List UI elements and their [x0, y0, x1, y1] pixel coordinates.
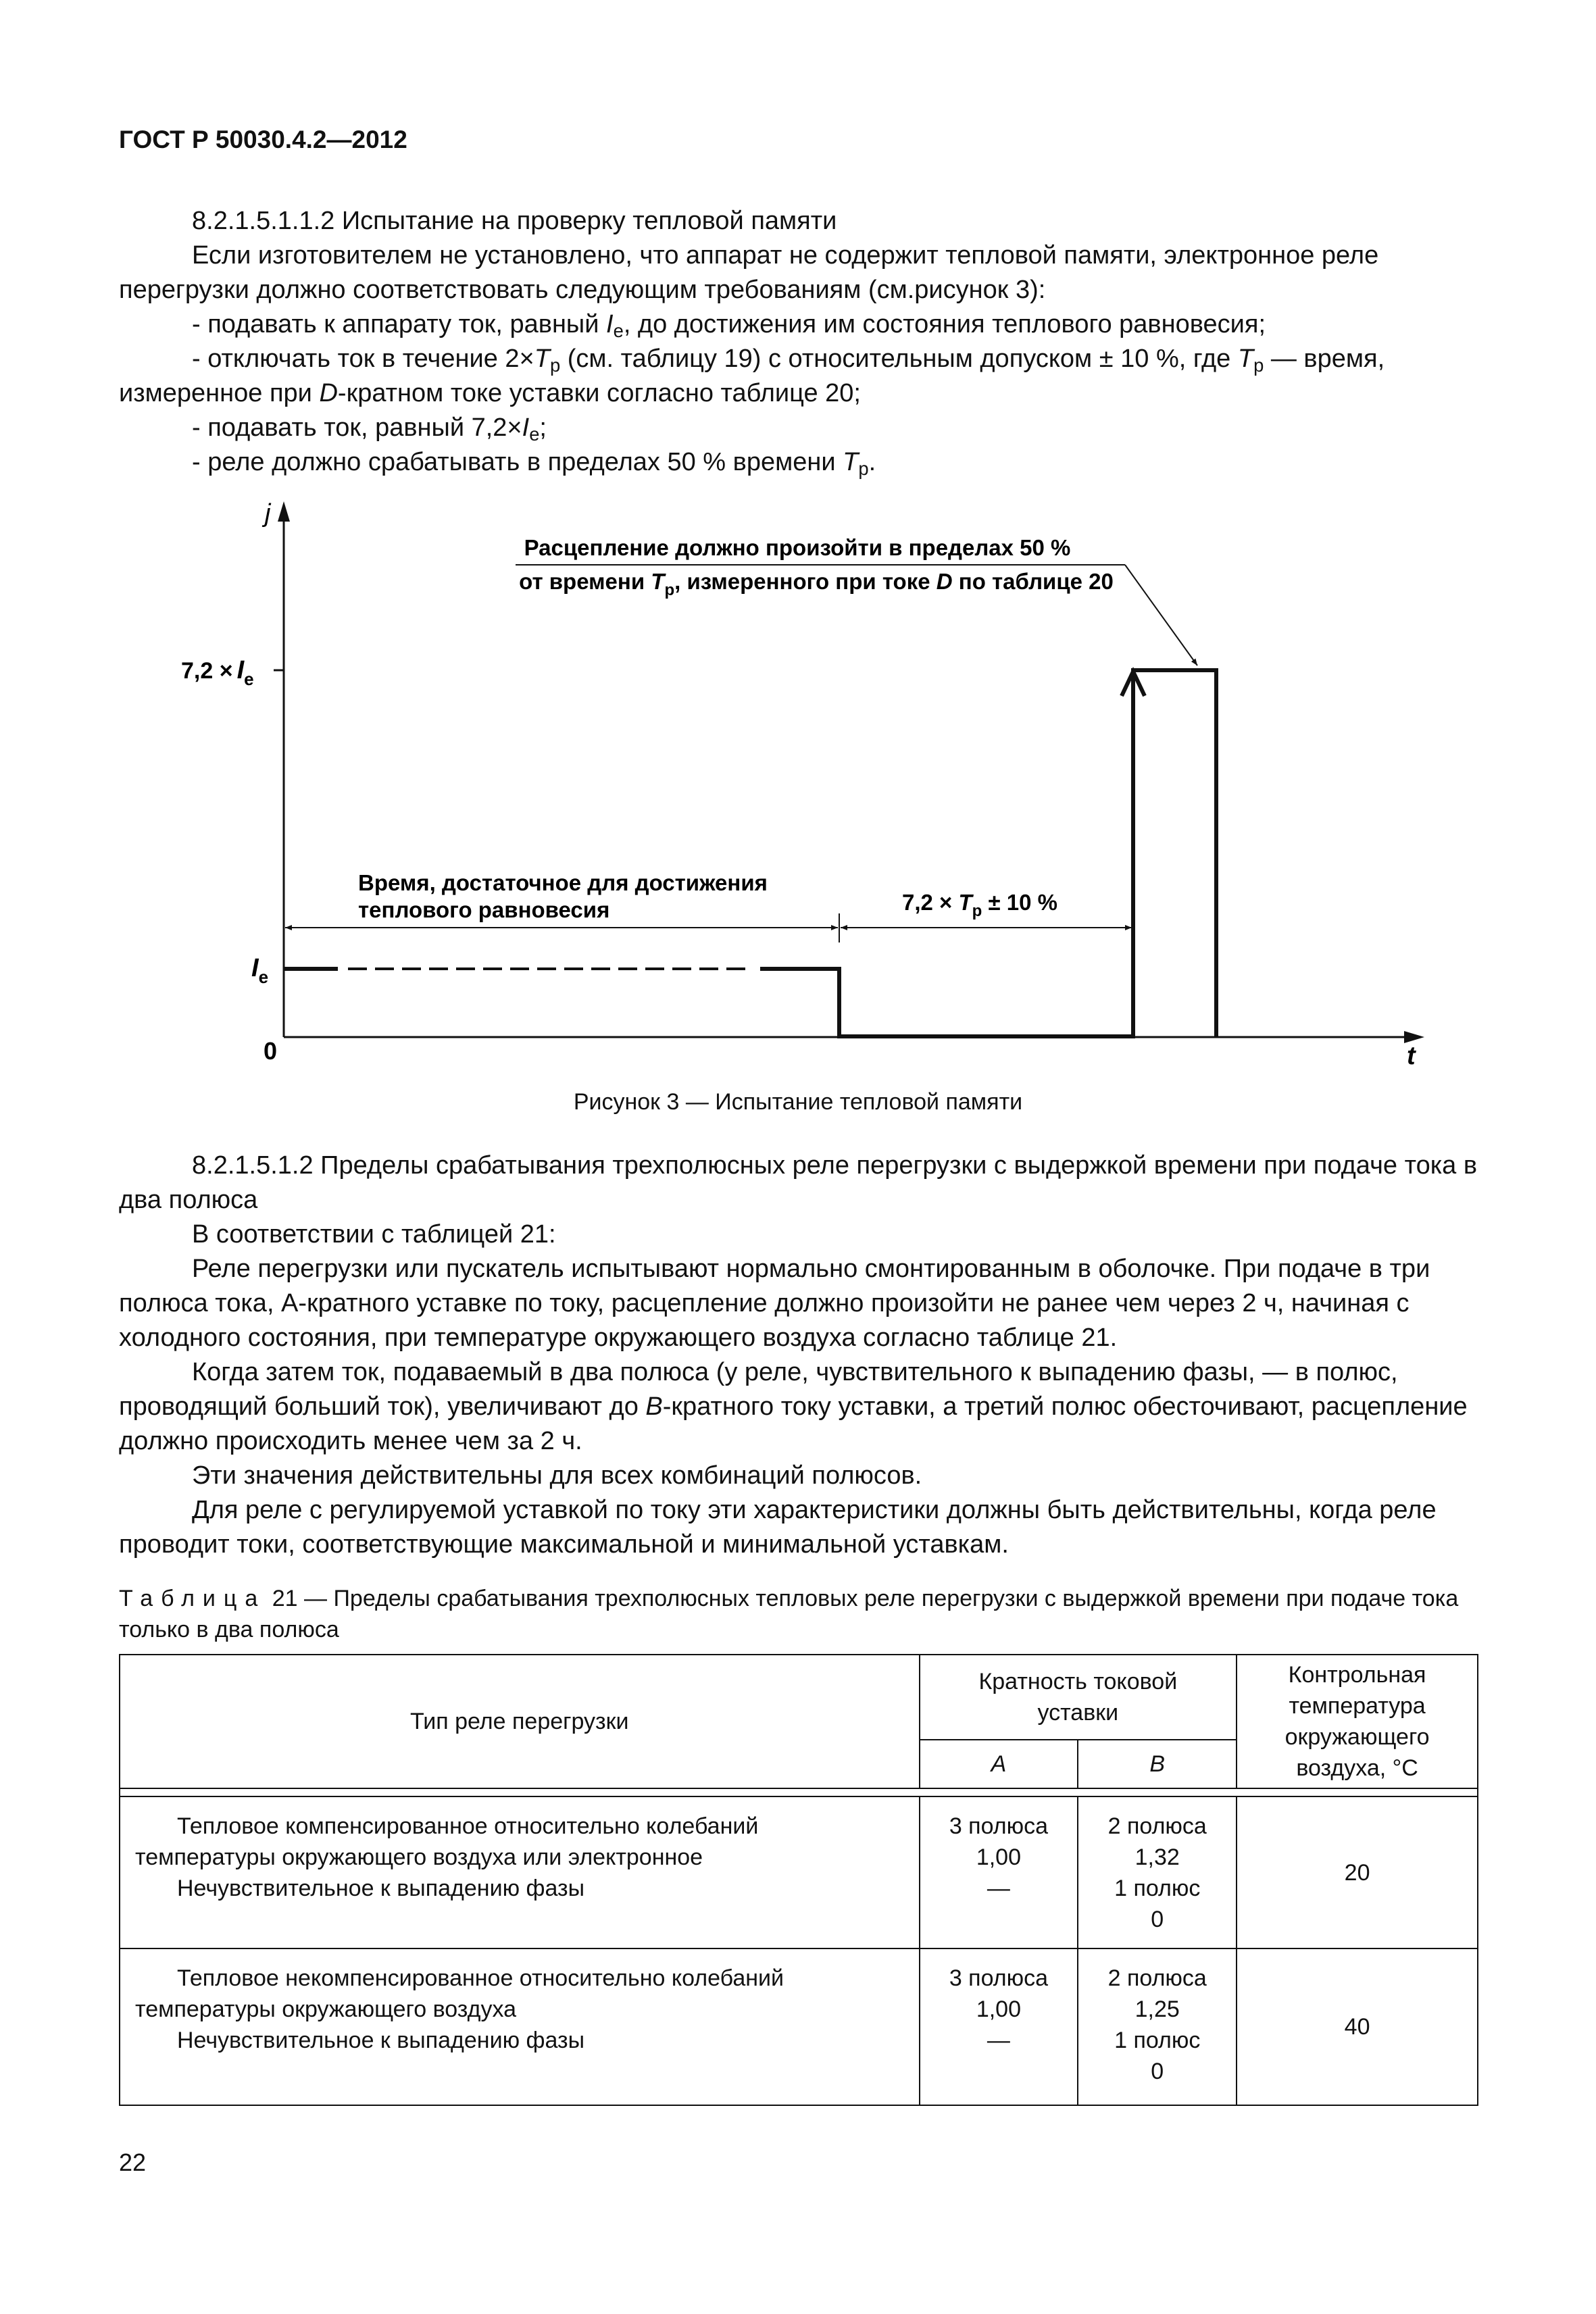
multiple-b-cell: 2 полюса 1,25 1 полюс 0 — [1078, 1948, 1237, 2105]
x-axis-label: t — [1407, 1042, 1416, 1070]
table-row — [120, 1948, 1478, 2105]
section-two-pole-limits — [119, 1149, 1478, 1562]
trip-limits-table — [119, 1654, 1478, 2106]
paragraph: Эти значения действительны для всех комбинаций полюсов. — [192, 1461, 922, 1490]
y-axis-label: j — [265, 499, 271, 528]
annotation-leader — [1125, 565, 1197, 665]
waveform-current — [760, 670, 1216, 1036]
annotation-line2: от времени $T_p$, измеренного при токе D по таблице 20 — [519, 569, 1114, 599]
temperature-cell: 40 — [1237, 1948, 1478, 2105]
table-row — [120, 1796, 1478, 1948]
origin-label: 0 — [264, 1037, 278, 1065]
y-axis-arrow — [278, 501, 290, 522]
requirement-item: - подавать к аппарату ток, равный $I_e$, до достижения им состояния теплового равновесия; — [192, 310, 1266, 341]
section-title: 8.2.1.5.1.2 Пределы срабатывания трехполюсных реле перегрузки с выдержкой времени при подаче тока в два полюса — [119, 1151, 1478, 1214]
multiple-b-cell: 2 полюса 1,32 1 полюс 0 — [1078, 1796, 1237, 1948]
tick-low-label: $I_e$ — [251, 954, 269, 987]
document-header: ГОСТ Р 50030.4.2—2012 — [119, 126, 407, 153]
temperature-cell: 20 — [1237, 1796, 1478, 1948]
figure-caption: Рисунок 3 — Испытание тепловой памяти — [573, 1089, 1023, 1115]
header-relay-type: Тип реле перегрузки — [120, 1655, 920, 1788]
multiple-a-cell: 3 полюса 1,00 — — [920, 1948, 1078, 2105]
dim2-label: $7,2 \times T_p \pm 10$ % — [902, 890, 1057, 920]
dim1-line1: Время, достаточное для достижения — [358, 870, 768, 895]
table-caption: Таблица 21 — Пределы срабатывания трехполюсных тепловых реле перегрузки с выдержкой времени при подаче тока только в два полюса — [119, 1586, 1459, 1642]
paragraph: Если изготовителем не установлено, что аппарат не содержит тепловой памяти, электронное реле перегрузки должно соответствовать следующим требованиям (см.рисунок 3): — [119, 241, 1379, 304]
dim1-line2: теплового равновесия — [358, 897, 610, 922]
relay-type-cell: Тепловое компенсированное относительно колебаний температуры окружающего воздуха или электронное Нечувствительное к выпадению фазы — [120, 1796, 920, 1948]
multiple-a-cell: 3 полюса 1,00 — — [920, 1796, 1078, 1948]
requirement-item: - отключать ток в течение $2\times T_p$ (см. таблицу 19) с относительным допуском ± 10 %, где $T_p$ — время, измеренное при D-кратном токе уставки согласно таблице 20; — [119, 345, 1385, 407]
header-col-b: B — [1078, 1740, 1237, 1788]
paragraph: Реле перегрузки или пускатель испытывают нормально смонтированным в оболочке. При подаче в три полюса тока, А-кратного уставке по току, расцепление должно произойти не ранее чем через 2 ч, начиная с холодного состояния, при температуре окружающего воздуха согласно таблице 21. — [119, 1255, 1430, 1352]
tick-high-label: $7,2 \times I_e$ — [181, 656, 254, 689]
paragraph: Для реле с регулируемой уставкой по току эти характеристики должны быть действительны, когда реле проводит токи, соответствующие максимальной и минимальной уставкам. — [119, 1496, 1437, 1559]
header-current-multiple: Кратность токовой уставки — [920, 1655, 1237, 1740]
thermal-memory-diagram — [0, 0, 1596, 1149]
requirement-item: - подавать ток, равный $7,2\times I_e$; — [192, 413, 547, 445]
paragraph: В соответствии с таблицей 21: — [192, 1220, 556, 1249]
paragraph: Когда затем ток, подаваемый в два полюса (у реле, чувствительного к выпадению фазы, — в полюс, проводящий больший ток), увеличивают до B-кратного току уставки, а третий полюс обесточивают, расцепление должно происходить менее чем за 2 ч. — [119, 1358, 1468, 1455]
page-number: 22 — [119, 2148, 147, 2176]
annotation-line1: Расцепление должно произойти в пределах 50 % — [524, 535, 1071, 560]
requirement-item: - реле должно срабатывать в пределах 50 % времени $T_p$. — [192, 448, 876, 479]
header-col-a: A — [920, 1740, 1078, 1788]
section-title: 8.2.1.5.1.1.2 Испытание на проверку тепловой памяти — [192, 207, 837, 235]
relay-type-cell: Тепловое некомпенсированное относительно колебаний температуры окружающего воздуха Нечувствительное к выпадению фазы — [120, 1948, 920, 2105]
header-reference-temperature: Контрольная температура окружающего воздуха, °C — [1237, 1655, 1478, 1788]
